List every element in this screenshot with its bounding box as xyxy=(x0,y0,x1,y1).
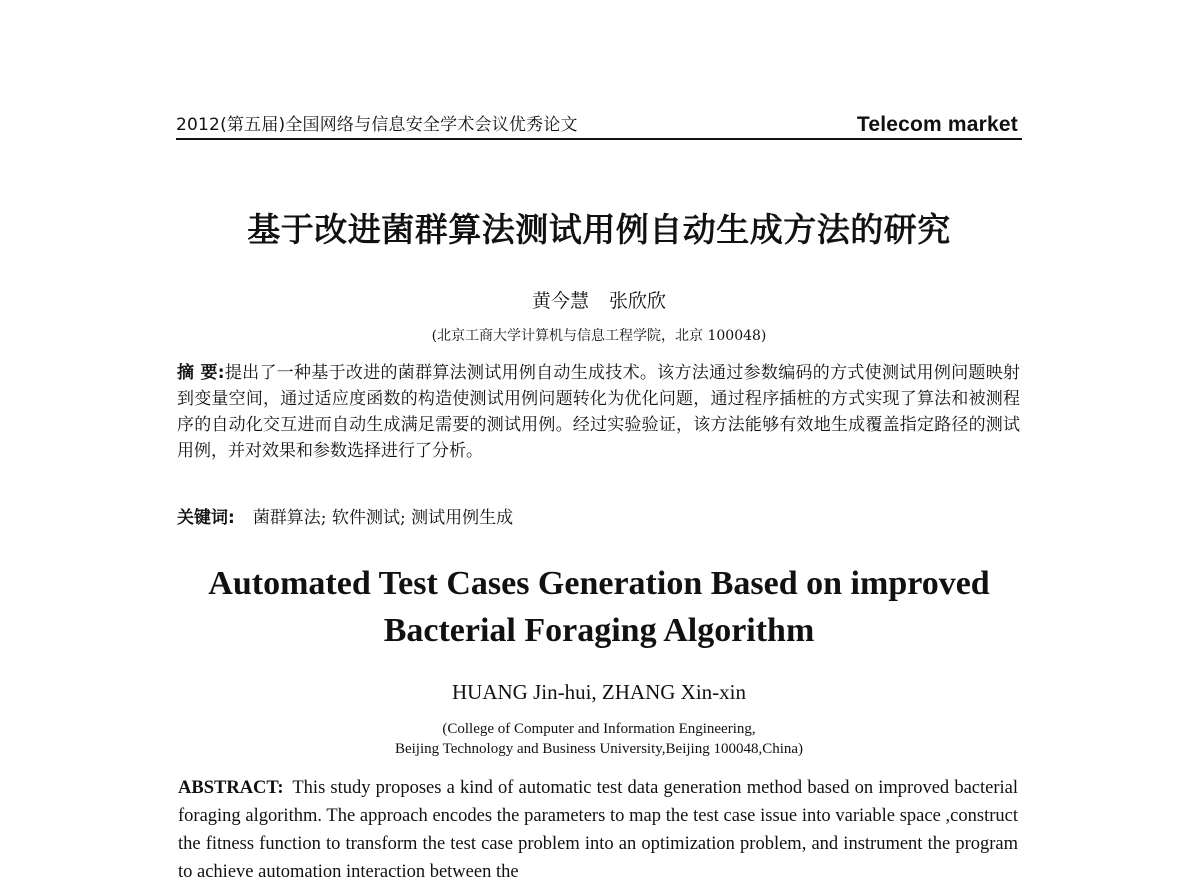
chinese-abstract-text: 提出了一种基于改进的菌群算法测试用例自动生成技术。该方法通过参数编码的方式使测试用例问题映射到变量空间，通过适应度函数的构造使测试用例问题转化为优化问题，通过程序插桩的方式实现了算法和被测程序的自动化交互进而自动生成满足需要的测试用例。经过实验验证，该方法能够有效地生成覆盖指定路径的测试用例，并对效果和参数选择进行了分析。 xyxy=(177,363,1020,461)
chinese-authors: 黄今慧 张欣欣 xyxy=(531,290,667,312)
english-abstract xyxy=(178,774,1018,886)
chinese-keywords-label: 关键词: xyxy=(177,508,235,528)
english-affiliation-line-1: (College of Computer and Information Engineering, xyxy=(442,721,756,737)
running-header xyxy=(176,112,1022,140)
chinese-affiliation: (北京工商大学计算机与信息工程学院，北京 100048) xyxy=(431,328,767,344)
english-abstract-label: ABSTRACT: xyxy=(178,778,284,798)
chinese-keywords-text: 菌群算法; 软件测试; 测试用例生成 xyxy=(252,508,514,528)
journal-name: Telecom market xyxy=(856,113,1018,136)
chinese-abstract xyxy=(177,360,1020,464)
english-affiliation-line-2: Beijing Technology and Business University,Beijing 100048,China) xyxy=(394,741,804,757)
chinese-abstract-label: 摘 要: xyxy=(177,363,225,383)
english-title xyxy=(176,560,1022,654)
english-title-line-1: Automated Test Cases Generation Based on improved xyxy=(208,565,990,602)
english-authors: HUANG Jin-hui, ZHANG Xin-xin xyxy=(452,680,746,704)
chinese-title: 基于改进菌群算法测试用例自动生成方法的研究 xyxy=(247,210,951,249)
english-abstract-text: This study proposes a kind of automatic test data generation method based on improved bacterial foraging algorithm. The approach encodes the parameters to map the test case issue into variable space ,construct the fitness function to transform the test case problem into an optimization problem, and instrument the program to achieve automation interaction between the xyxy=(178,778,1018,882)
english-affiliation xyxy=(176,719,1022,759)
conference-name: 2012(第五届)全国网络与信息安全学术会议优秀论文 xyxy=(176,115,578,135)
chinese-keywords xyxy=(177,503,1020,528)
english-title-line-2: Bacterial Foraging Algorithm xyxy=(383,612,815,649)
